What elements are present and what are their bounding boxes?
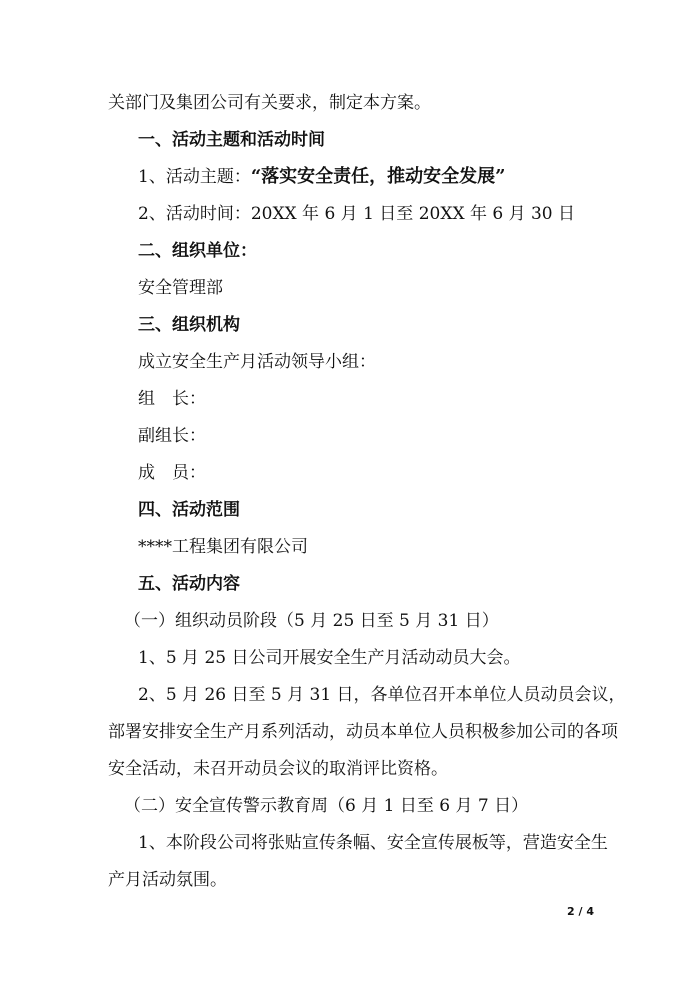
theme-text: “落实安全责任，推动安全发展” bbox=[250, 166, 506, 187]
phase-2: （二）安全宣传警示教育周（6 月 1 日至 6 月 7 日） bbox=[124, 796, 529, 816]
heading-org-unit: 二、组织单位： bbox=[138, 241, 257, 261]
role-member: 成 员： bbox=[138, 463, 206, 483]
theme-line bbox=[138, 166, 506, 188]
heading-scope: 四、活动范围 bbox=[138, 500, 240, 520]
phase-1-item-2-line-3: 安全活动，未召开动员会议的取消评比资格。 bbox=[108, 759, 448, 779]
role-deputy: 副组长： bbox=[138, 426, 206, 446]
phase-1: （一）组织动员阶段（5 月 25 日至 5 月 31 日） bbox=[124, 611, 499, 631]
role-leader: 组 长： bbox=[138, 389, 206, 409]
leader-group: 成立安全生产月活动领导小组： bbox=[138, 352, 376, 372]
scope: ****工程集团有限公司 bbox=[138, 537, 308, 557]
paragraph-intro-end: 关部门及集团公司有关要求，制定本方案。 bbox=[108, 93, 431, 113]
phase-1-item-2-line-1: 2、5 月 26 日至 5 月 31 日，各单位召开本单位人员动员会议， bbox=[138, 685, 626, 705]
phase-1-item-1: 1、5 月 25 日公司开展安全生产月活动动员大会。 bbox=[138, 648, 521, 668]
heading-activity-content: 五、活动内容 bbox=[138, 574, 240, 594]
heading-org-structure: 三、组织机构 bbox=[138, 315, 240, 335]
time-line: 2、活动时间：20XX 年 6 月 1 日至 20XX 年 6 月 30 日 bbox=[138, 204, 576, 224]
page-indicator: 2 / 4 bbox=[567, 905, 594, 918]
theme-label: 1、活动主题： bbox=[138, 167, 251, 187]
phase-2-item-1-line-1: 1、本阶段公司将张贴宣传条幅、安全宣传展板等，营造安全生 bbox=[138, 833, 608, 853]
heading-theme-and-time: 一、活动主题和活动时间 bbox=[138, 130, 325, 150]
phase-2-item-1-line-2: 产月活动氛围。 bbox=[108, 870, 227, 890]
org-unit: 安全管理部 bbox=[138, 278, 223, 298]
phase-1-item-2-line-2: 部署安排安全生产月系列活动，动员本单位人员积极参加公司的各项 bbox=[108, 722, 618, 742]
